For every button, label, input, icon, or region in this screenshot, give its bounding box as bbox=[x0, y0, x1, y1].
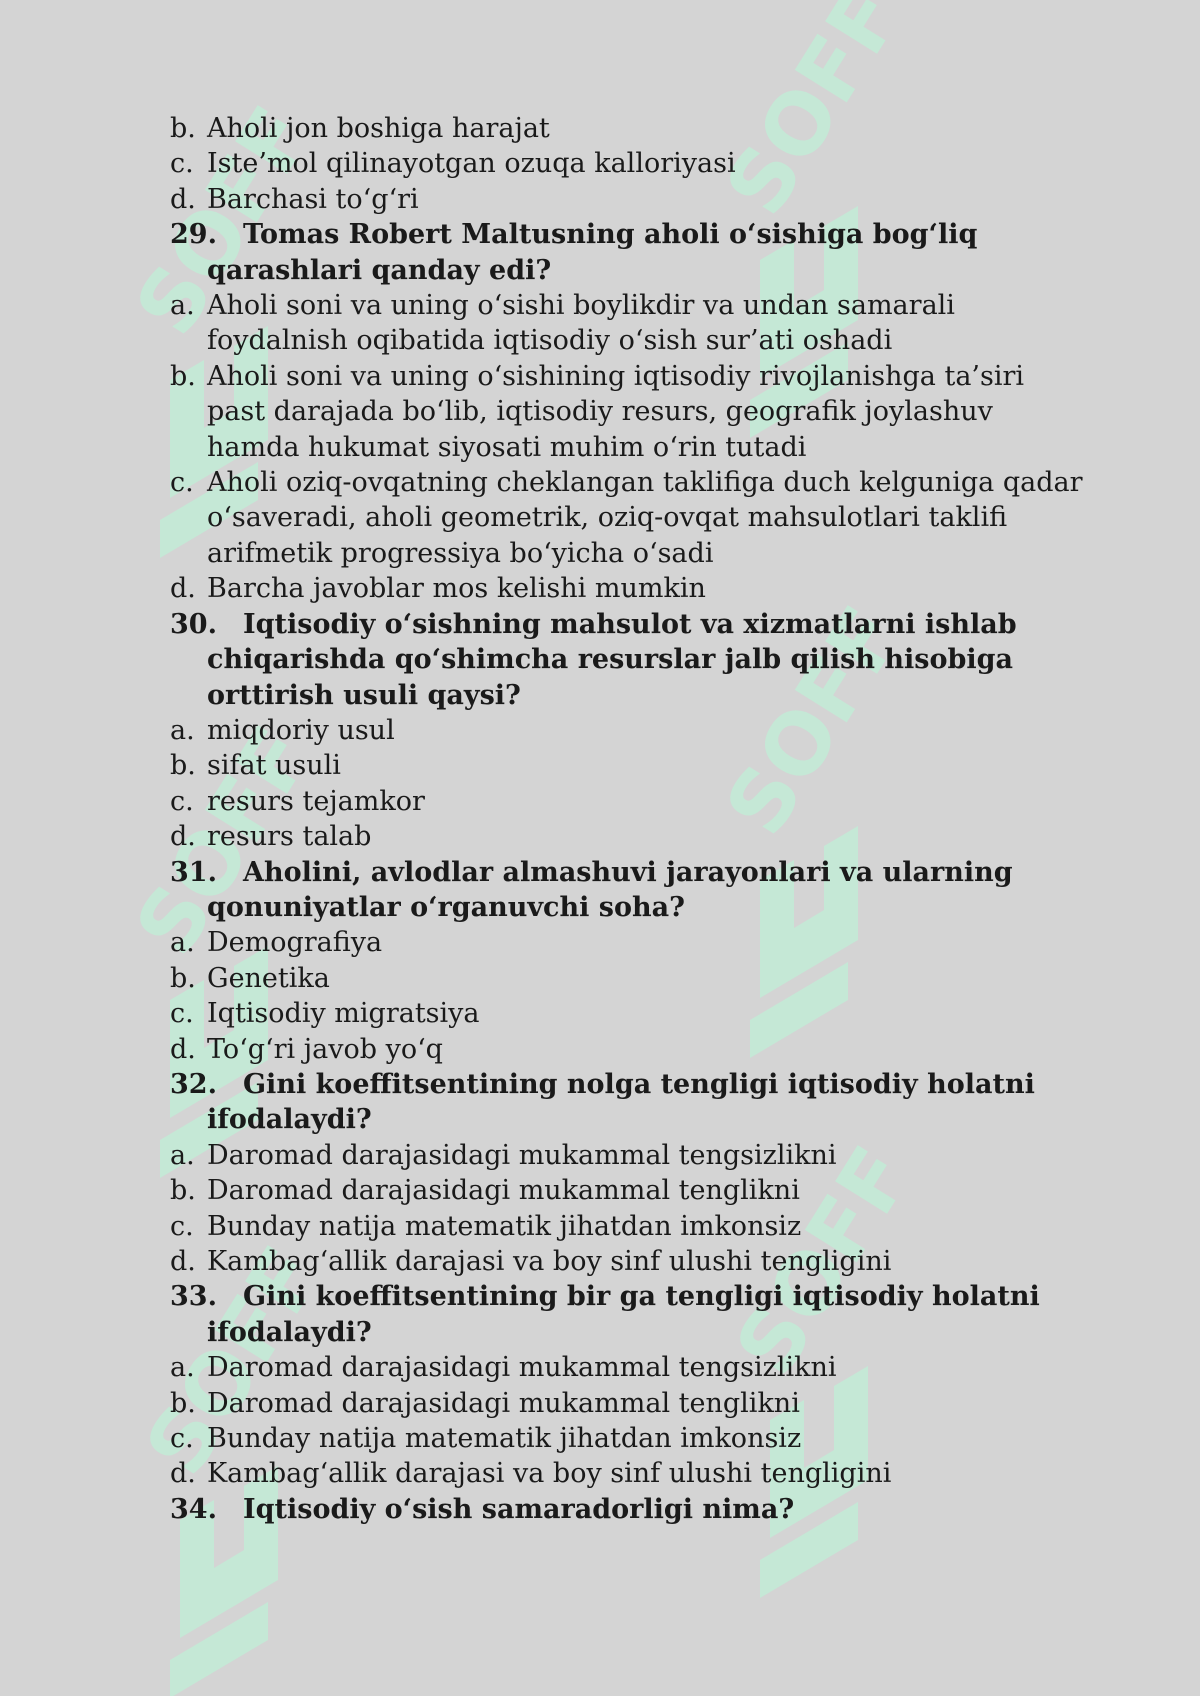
option-letter: d. bbox=[170, 1246, 196, 1277]
option-text: Aholi soni va uning o‘sishi boylikdir va undan samarali foydalnish oqibatida iqtisodiy o‘sish sur’ati oshadi bbox=[207, 290, 955, 357]
answer-option bbox=[170, 713, 1090, 748]
option-text: Kambag‘allik darajasi va boy sinf ulushi tengligini bbox=[207, 1246, 892, 1277]
question-text: Gini koeffitsentining nolga tengligi iqtisodiy holatni ifodalaydi? bbox=[207, 1068, 1035, 1136]
question-number: 31. bbox=[170, 856, 217, 888]
answer-option bbox=[170, 925, 1090, 960]
option-letter: c. bbox=[170, 467, 194, 499]
option-letter: a. bbox=[170, 290, 195, 322]
option-letter: b. bbox=[170, 962, 196, 994]
answer-option bbox=[170, 996, 1090, 1031]
question-29 bbox=[170, 217, 1090, 288]
option-letter: d. bbox=[170, 573, 196, 605]
option-text: Daromad darajasidagi mukammal tenglikni bbox=[207, 1387, 800, 1419]
answer-option bbox=[170, 748, 1090, 783]
answer-option bbox=[170, 1421, 1090, 1456]
option-text: Iste’mol qilinayotgan ozuqa kalloriyasi bbox=[207, 148, 736, 180]
option-letter: d. bbox=[170, 1033, 196, 1065]
question-33 bbox=[170, 1279, 1090, 1350]
answer-option bbox=[170, 288, 1090, 359]
question-32 bbox=[170, 1067, 1090, 1138]
option-letter: b. bbox=[170, 1175, 196, 1207]
option-text: Aholi jon boshiga harajat bbox=[207, 113, 550, 144]
answer-option bbox=[170, 571, 1090, 606]
option-text: Iqtisodiy migratsiya bbox=[207, 998, 480, 1030]
answer-option bbox=[170, 819, 1090, 854]
answer-option bbox=[170, 1350, 1090, 1385]
option-text: resurs talab bbox=[207, 821, 372, 853]
option-letter: c. bbox=[170, 785, 194, 817]
option-text: Kambag‘allik darajasi va boy sinf ulushi tengligini bbox=[207, 1458, 892, 1490]
question-text: Aholini, avlodlar almashuvi jarayonlari va ularning qonuniyatlar o‘rganuvchi soha? bbox=[207, 856, 1013, 923]
option-letter: c. bbox=[170, 148, 194, 180]
answer-option bbox=[170, 784, 1090, 819]
option-letter: a. bbox=[170, 1352, 195, 1384]
question-text: Gini koeffitsentining bir ga tengligi iqtisodiy holatni ifodalaydi? bbox=[207, 1281, 1040, 1348]
question-31 bbox=[170, 855, 1090, 926]
question-number: 30. bbox=[170, 608, 217, 640]
answer-option bbox=[170, 146, 1090, 181]
question-34 bbox=[170, 1492, 1090, 1527]
option-text: miqdoriy usul bbox=[207, 714, 395, 746]
option-text: resurs tejamkor bbox=[207, 785, 425, 817]
option-text: Aholi oziq-ovqatning cheklangan taklifiga duch kelguniga qadar o‘saveradi, aholi geometrik, oziq-ovqat mahsulotlari taklifi arifmetik progressiya bo‘yicha o‘sadi bbox=[207, 467, 1083, 569]
option-letter: b. bbox=[170, 750, 196, 782]
question-number: 29. bbox=[170, 219, 217, 251]
answer-option bbox=[170, 359, 1090, 465]
answer-option bbox=[170, 111, 1090, 146]
option-letter: b. bbox=[170, 113, 196, 144]
option-text: Daromad darajasidagi mukammal tengsizlikni bbox=[207, 1139, 837, 1171]
option-letter: b. bbox=[170, 1387, 196, 1419]
question-text: Tomas Robert Maltusning aholi o‘sishiga bog‘liq qarashlari qanday edi? bbox=[207, 219, 978, 286]
answer-option bbox=[170, 961, 1090, 996]
question-text: Iqtisodiy o‘sishning mahsulot va xizmatlarni ishlab chiqarishda qo‘shimcha resurslar jalb qilish hisobiga orttirish usuli qaysi? bbox=[207, 608, 1017, 711]
question-number: 33. bbox=[170, 1281, 217, 1313]
option-text: Barcha javoblar mos kelishi mumkin bbox=[207, 573, 706, 605]
option-text: Barchasi to‘g‘ri bbox=[207, 183, 419, 215]
option-letter: a. bbox=[170, 927, 195, 959]
option-letter: d. bbox=[170, 1458, 196, 1490]
option-letter: c. bbox=[170, 1423, 194, 1455]
option-letter: a. bbox=[170, 1139, 195, 1171]
question-30 bbox=[170, 607, 1090, 713]
option-letter: d. bbox=[170, 183, 196, 215]
option-text: Daromad darajasidagi mukammal tengsizlikni bbox=[207, 1352, 837, 1384]
option-text: Aholi soni va uning o‘sishining iqtisodiy rivojlanishga ta’siri past darajada bo‘lib, iqtisodiy resurs, geografik joylashuv hamda hukumat siyosati muhim o‘rin tutadi bbox=[207, 360, 1025, 463]
answer-option bbox=[170, 1386, 1090, 1421]
answer-option bbox=[170, 1456, 1090, 1491]
answer-option bbox=[170, 1209, 1090, 1244]
question-number: 34. bbox=[170, 1493, 217, 1525]
question-text: Iqtisodiy o‘sish samaradorligi nima? bbox=[243, 1493, 795, 1525]
option-letter: c. bbox=[170, 1210, 194, 1242]
option-letter: a. bbox=[170, 714, 195, 746]
option-text: To‘g‘ri javob yo‘q bbox=[207, 1033, 443, 1065]
option-text: Bunday natija matematik jihatdan imkonsiz bbox=[207, 1423, 802, 1455]
answer-option bbox=[170, 465, 1090, 571]
answer-option bbox=[170, 1173, 1090, 1208]
answer-option bbox=[170, 1244, 1090, 1279]
option-letter: c. bbox=[170, 998, 194, 1030]
option-letter: b. bbox=[170, 360, 196, 392]
option-text: Genetika bbox=[207, 962, 330, 994]
option-text: Bunday natija matematik jihatdan imkonsiz bbox=[207, 1210, 802, 1242]
answer-option bbox=[170, 1138, 1090, 1173]
option-letter: d. bbox=[170, 821, 196, 853]
option-text: Daromad darajasidagi mukammal tenglikni bbox=[207, 1175, 800, 1207]
answer-option bbox=[170, 1032, 1090, 1067]
option-text: sifat usuli bbox=[207, 750, 341, 782]
answer-option bbox=[170, 182, 1090, 217]
document-body bbox=[170, 111, 1090, 1527]
question-number: 32. bbox=[170, 1068, 217, 1100]
option-text: Demografiya bbox=[207, 927, 383, 959]
